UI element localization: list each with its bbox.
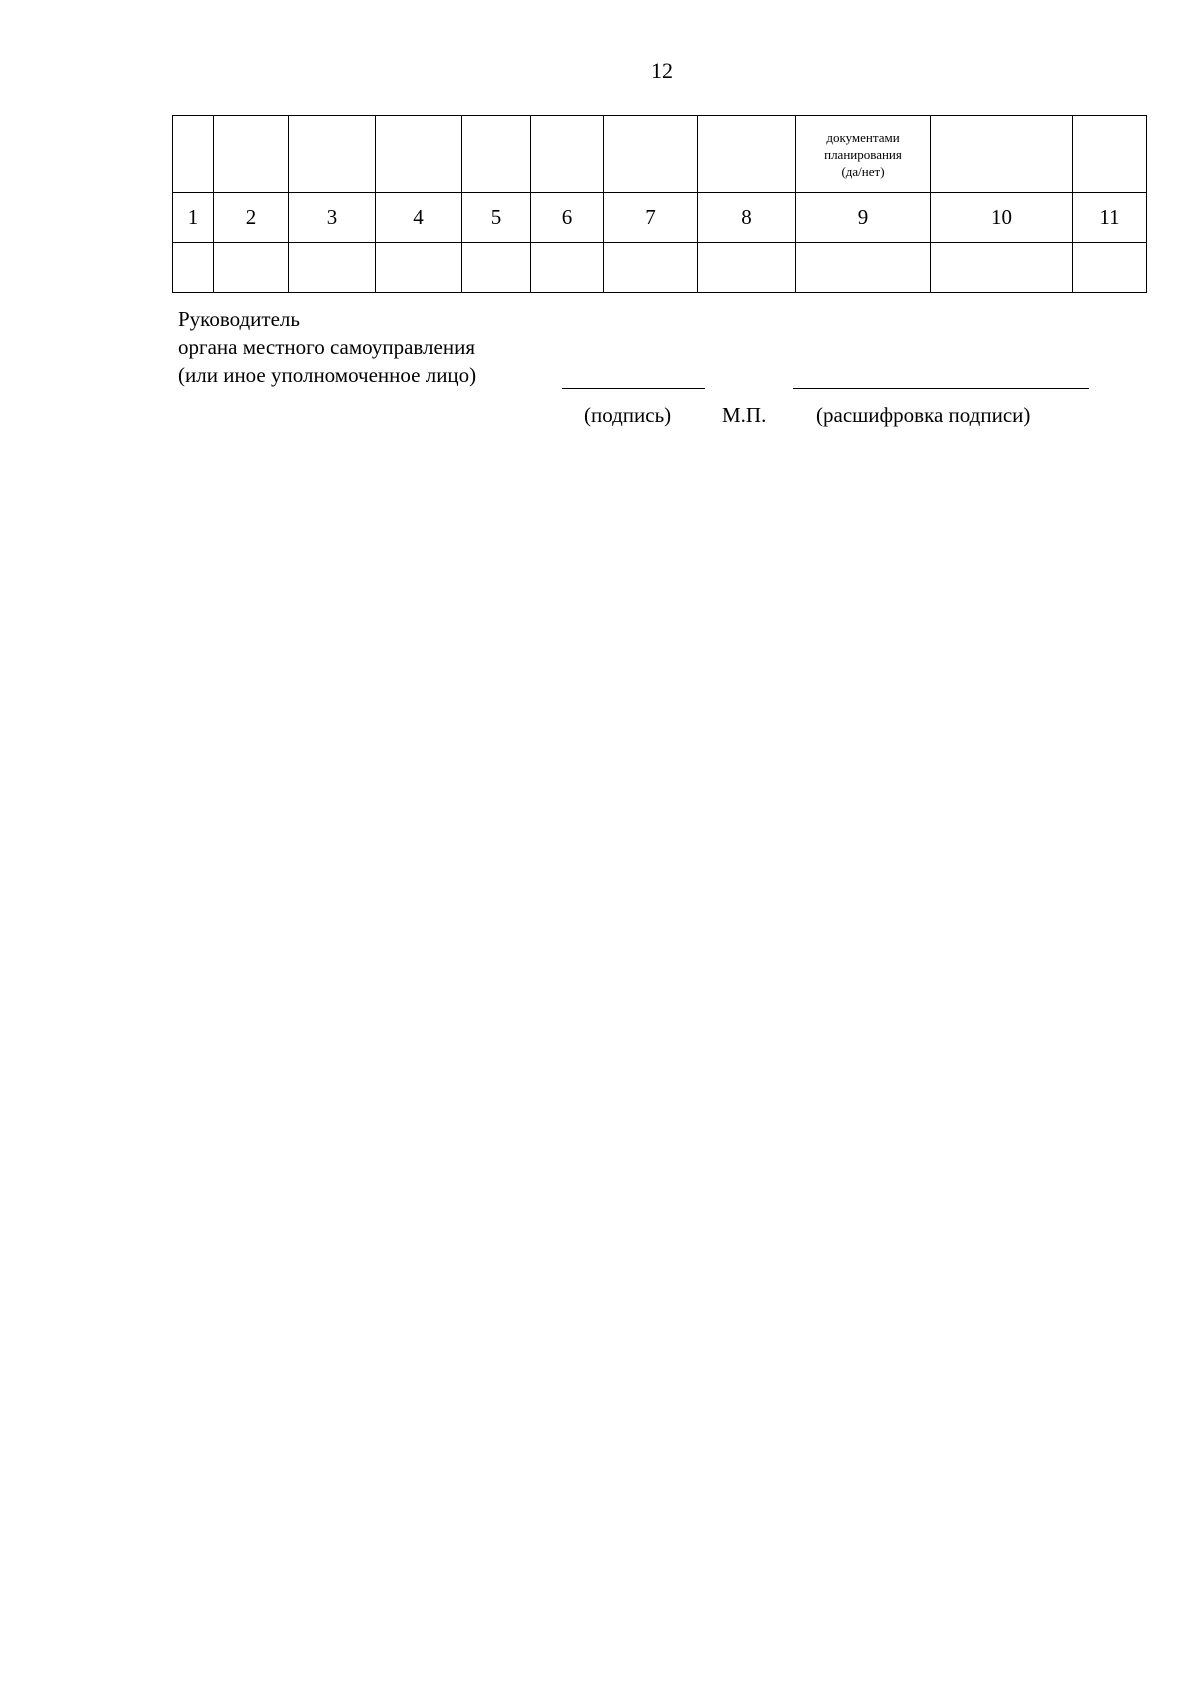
column-number-row xyxy=(173,193,1147,243)
column-number: 2 xyxy=(214,193,289,243)
table-cell xyxy=(604,243,698,293)
table-cell xyxy=(289,243,376,293)
header-cell xyxy=(462,116,531,193)
header-cell xyxy=(604,116,698,193)
signatory-block xyxy=(178,305,476,389)
form-table xyxy=(172,115,1147,293)
table-row xyxy=(173,243,1147,293)
table-cell xyxy=(531,243,604,293)
header-cell-text: документами xyxy=(826,129,900,145)
column-number: 8 xyxy=(698,193,796,243)
signatory-title: Руководитель xyxy=(178,307,300,331)
column-number: 5 xyxy=(462,193,531,243)
header-cell xyxy=(214,116,289,193)
table-cell xyxy=(376,243,462,293)
column-number: 10 xyxy=(931,193,1073,243)
header-cell-planning-docs xyxy=(796,116,931,193)
header-cell xyxy=(289,116,376,193)
signature-decoding-line xyxy=(793,388,1089,389)
table-header-row xyxy=(173,116,1147,193)
signature-line xyxy=(562,388,705,389)
header-cell xyxy=(173,116,214,193)
table-cell xyxy=(173,243,214,293)
header-cell xyxy=(531,116,604,193)
header-cell xyxy=(1073,116,1147,193)
column-number: 4 xyxy=(376,193,462,243)
header-cell-text: (да/нет) xyxy=(841,163,885,179)
header-cell xyxy=(376,116,462,193)
table-cell xyxy=(796,243,931,293)
seal-caption: М.П. xyxy=(722,403,767,427)
table-cell xyxy=(462,243,531,293)
page-number: 12 xyxy=(651,58,673,83)
column-number: 3 xyxy=(289,193,376,243)
table-cell xyxy=(931,243,1073,293)
signatory-organization: органа местного самоуправления xyxy=(178,335,475,359)
column-number: 1 xyxy=(173,193,214,243)
column-number: 9 xyxy=(796,193,931,243)
signature-decoding-caption: (расшифровка подписи) xyxy=(816,403,1031,427)
signatory-note: (или иное уполномоченное лицо) xyxy=(178,363,477,387)
column-number: 11 xyxy=(1073,193,1147,243)
table-cell xyxy=(698,243,796,293)
table-cell xyxy=(1073,243,1147,293)
signature-caption: (подпись) xyxy=(584,403,672,427)
header-cell xyxy=(931,116,1073,193)
table-cell xyxy=(214,243,289,293)
header-cell xyxy=(698,116,796,193)
column-number: 7 xyxy=(604,193,698,243)
column-number: 6 xyxy=(531,193,604,243)
header-cell-text: планирования xyxy=(824,146,902,162)
